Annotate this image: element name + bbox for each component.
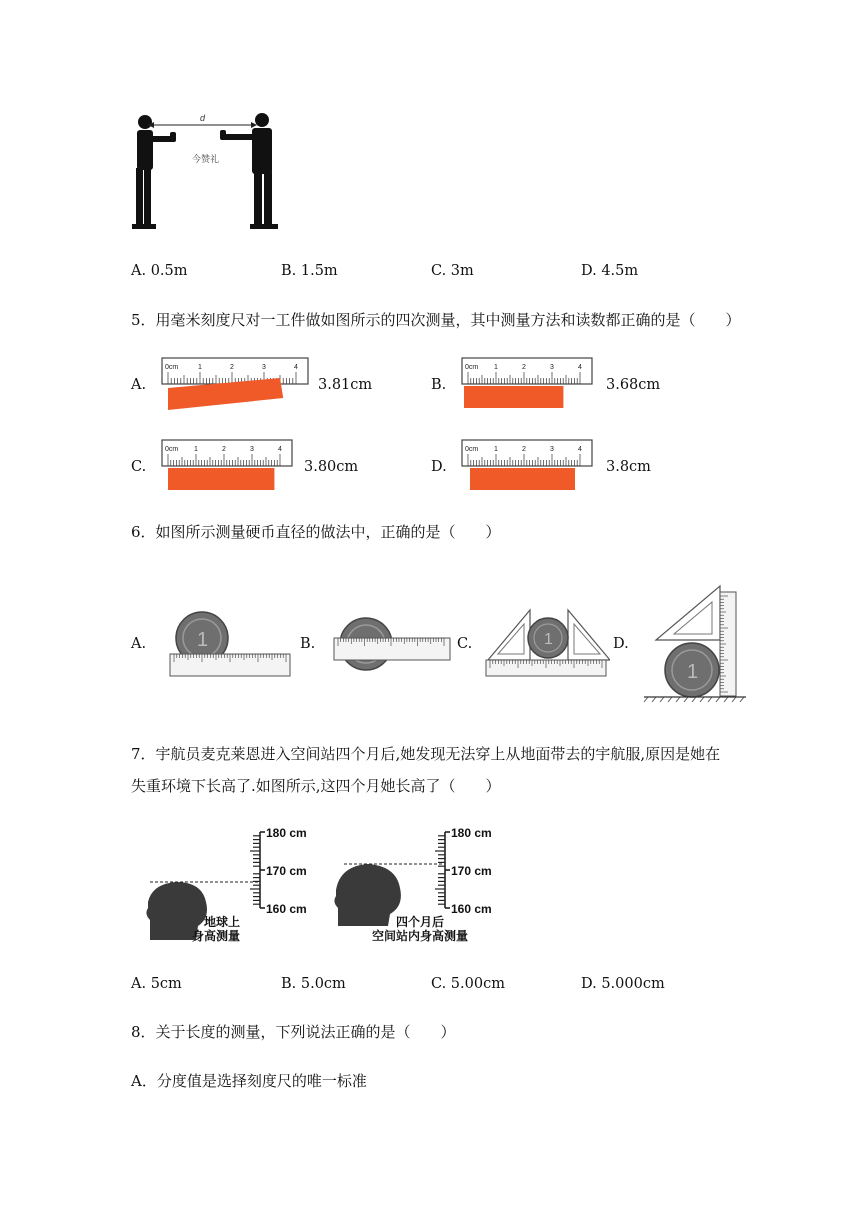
q7-caption-right-2: 空间站内身高测量 [372,929,469,943]
q5-ruler-figure-b [458,356,608,414]
q7-option-b [281,974,346,994]
option-letter: D. [581,976,597,992]
q7-option-a [131,974,182,994]
svg-text:1: 1 [197,629,209,651]
option-letter: C. [431,263,447,279]
q5-reading-a: 3.81cm [318,377,373,393]
workpiece [470,468,575,490]
q7-caption-right-1: 四个月后 [396,915,445,929]
ruler-tick-label: 4 [578,446,582,453]
q5-reading-b: 3.68cm [606,377,661,393]
scale-label: 170 cm [451,864,492,878]
svg-text:1: 1 [544,631,553,648]
q8-option-a: A．分度值是选择刻度尺的唯一标准 [131,1072,367,1090]
q6-coin-figure-d [640,584,750,704]
ruler-tick-label: 0cm [465,364,479,371]
svg-text:1: 1 [687,661,699,683]
option-text: 1.5m [300,263,338,279]
q7-stem-line2: 失重环境下长高了.如图所示,这四个月她长高了（ ） [131,777,501,795]
ruler-tick-label: 0cm [165,364,179,371]
q5-reading-d: 3.8cm [606,459,651,475]
ruler-tick-label: 4 [294,364,298,371]
scale-label: 170 cm [266,864,307,878]
q6-option-d-letter: D. [613,636,629,652]
q5-reading-c: 3.80cm [304,459,359,475]
option-text: 5.00cm [450,976,505,992]
q6-option-c-letter: C. [457,636,473,652]
q4-option-a [131,261,188,281]
scale-label: 160 cm [451,902,492,916]
q7-left-scale [250,826,307,916]
scale-label: 180 cm [451,826,492,840]
q6-option-a-letter: A. [131,636,147,652]
ruler-tick-label: 1 [494,446,498,453]
option-text: 5.0cm [300,976,346,992]
option-text: 3m [450,263,474,279]
option-letter: B. [281,976,297,992]
q5-ruler-figure-c [158,438,308,496]
option-letter: D. [581,263,597,279]
option-letter: C. [431,976,447,992]
workpiece [464,386,563,408]
scale-label: 180 cm [266,826,307,840]
ruler-tick-label: 4 [578,364,582,371]
q7-height-figure [140,822,520,946]
q6-coin-figure-a [168,610,294,682]
ruler-tick-label: 0cm [165,446,179,453]
q6-coin-figure-b [330,610,456,682]
q4-figure [130,110,290,232]
ruler-tick-label: 3 [250,446,254,453]
q5-option-d-letter: D. [431,459,447,475]
q4-option-d [581,261,638,281]
ruler-tick-label: 2 [522,364,526,371]
q8-stem: 8．关于长度的测量，下列说法正确的是（ ） [131,1023,456,1041]
ruler-tick-label: 2 [522,446,526,453]
q4-option-c [431,261,474,281]
ruler-tick-label: 3 [550,364,554,371]
q4-distance-label: d [200,113,206,123]
q7-left-head [146,882,258,943]
q7-right-head [334,864,468,943]
q6-option-b-letter: B. [300,636,316,652]
ruler-tick-label: 4 [278,446,282,453]
ruler-tick-label: 1 [194,446,198,453]
option-text: 0.5m [150,263,188,279]
q7-option-d [581,974,665,994]
q5-stem: 5．用毫米刻度尺对一工件做如图所示的四次测量，其中测量方法和读数都正确的是（ ） [131,311,741,329]
option-text: 4.5m [601,263,639,279]
ruler-tick-label: 3 [262,364,266,371]
option-letter: A. [131,263,147,279]
ruler-tick-label: 1 [198,364,202,371]
scale-label: 160 cm [266,902,307,916]
workpiece [168,468,274,490]
q6-stem: 6．如图所示测量硬币直径的做法中，正确的是（ ） [131,523,501,541]
q5-option-a-letter: A. [131,377,147,393]
q5-option-c-letter: C. [131,459,147,475]
q5-ruler-figure-a [158,356,318,414]
option-text: 5.000cm [601,976,665,992]
ruler-tick-label: 1 [494,364,498,371]
q7-caption-left-1: 地球上 [204,915,241,929]
ruler-tick-label: 3 [550,446,554,453]
q7-right-scale [435,826,492,916]
q4-option-b [281,261,338,281]
q7-caption-left-2: 身高测量 [192,929,241,943]
q5-option-b-letter: B. [431,377,447,393]
q6-coin-figure-c [484,604,610,682]
option-text: 5cm [150,976,182,992]
q5-ruler-figure-d [458,438,608,496]
option-letter: B. [281,263,297,279]
q7-option-c [431,974,505,994]
q4-figure-caption: 今赞礼 [192,154,220,164]
ruler-tick-label: 2 [230,364,234,371]
ruler-tick-label: 0cm [465,446,479,453]
option-letter: A. [131,976,147,992]
q7-stem-line1: 7．宇航员麦克莱恩进入空间站四个月后,她发现无法穿上从地面带去的宇航服,原因是她在 [131,745,721,763]
ruler-tick-label: 2 [222,446,226,453]
